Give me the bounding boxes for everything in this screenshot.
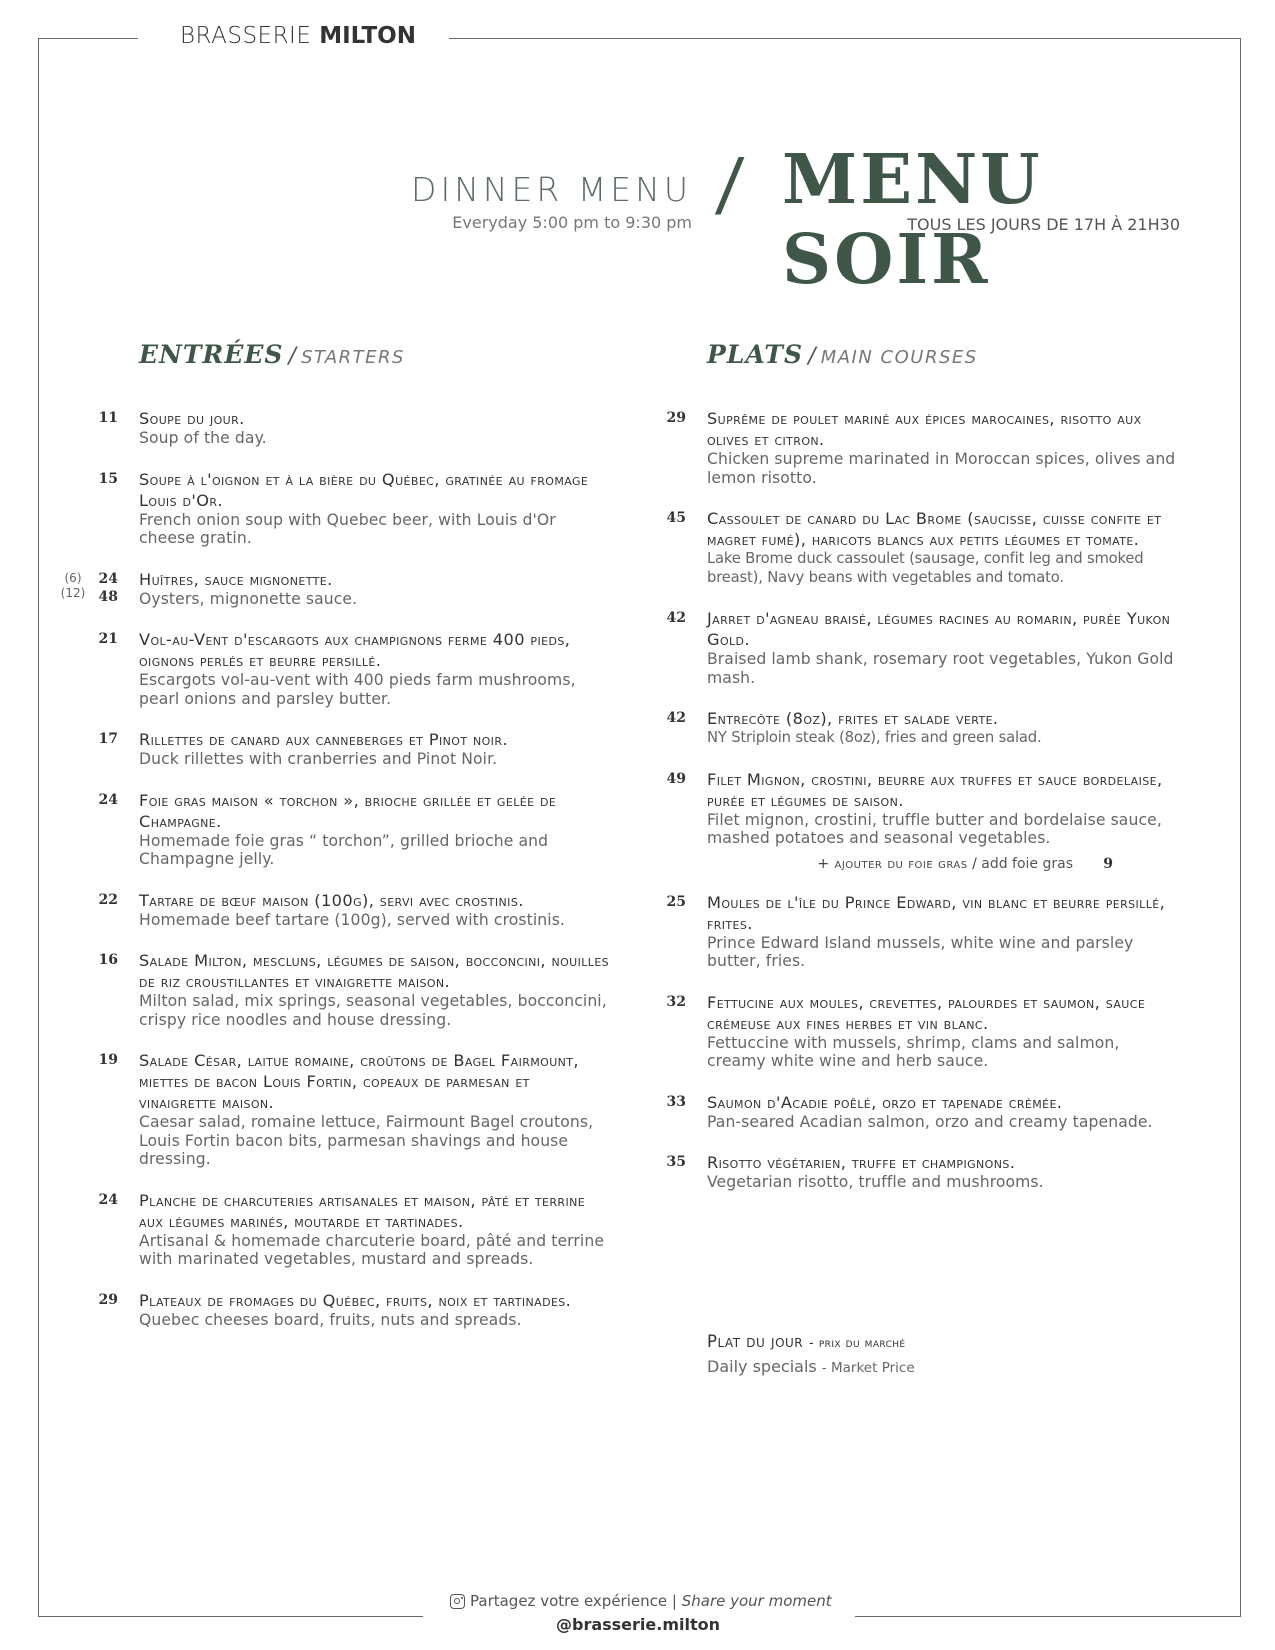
- item-price: 24: [98, 570, 118, 587]
- menu-item: [658, 608, 1183, 687]
- item-desc-en: Escargots vol-au-vent with 400 pieds farm mushrooms, pearl onions and parsley butter.: [139, 671, 576, 708]
- instagram-handle[interactable]: @brasserie.milton: [555, 1615, 720, 1634]
- item-name-fr: Salade César, laitue romaine, croûtons de Bagel Fairmount, miettes de bacon Louis Fortin, copeaux de parmesan et vinaigrette maison.: [139, 1051, 579, 1112]
- addon-sep: /: [972, 855, 977, 872]
- item-name-fr: Cassoulet de canard du Lac Brome (saucisse, cuisse confite et magret fumé), haricots blancs aux petits légumes et tomate.: [707, 509, 1162, 549]
- item-desc-en: Prince Edward Island mussels, white wine and parsley butter, fries.: [707, 933, 1134, 970]
- menu-item: [658, 708, 1183, 748]
- item-price: 42: [666, 610, 686, 626]
- frame-top-left: [38, 38, 138, 39]
- item-qty-small: (6): [64, 570, 82, 585]
- item-price: 25: [666, 893, 686, 910]
- item-price: 24: [98, 791, 118, 808]
- item-name-fr: Plateaux de fromages du Québec, fruits, noix et tartinades.: [139, 1290, 572, 1310]
- item-desc-en: Braised lamb shank, rosemary root vegetables, Yukon Gold mash.: [707, 650, 1174, 687]
- footer-share: [450, 1592, 830, 1610]
- item-desc-en: Pan-seared Acadian salmon, orzo and creamy tapenade.: [707, 1112, 1153, 1131]
- menu-item: [90, 729, 610, 769]
- brand-bold: MILTON: [319, 23, 416, 49]
- frame-top-right: [449, 38, 1241, 39]
- menu-item: [90, 469, 610, 548]
- addon-label-fr: + ajouter du foie gras: [817, 855, 968, 872]
- item-price: 16: [98, 952, 118, 968]
- item-desc-en: Artisanal & homemade charcuterie board, pâté and terrine with marinated vegetables, mustard and spreads.: [139, 1231, 605, 1268]
- entrees-heading-en: STARTERS: [301, 347, 405, 368]
- plats-heading-fr: PLATS: [707, 340, 804, 369]
- addon-foie-gras: [658, 856, 1183, 878]
- item-price: 32: [666, 993, 686, 1010]
- item-price: 22: [98, 891, 118, 908]
- addon-price: 9: [1103, 855, 1113, 872]
- menu-soir-title: MENU SOIR: [782, 140, 1043, 300]
- menu-item: [90, 890, 610, 930]
- addon-label-en: add foie gras: [981, 855, 1073, 872]
- menu-item: [90, 1290, 610, 1330]
- menu-item: [90, 1050, 610, 1169]
- daily-special-price-en: - Market Price: [821, 1360, 915, 1376]
- item-price: 42: [666, 710, 686, 726]
- plats-heading-sep: /: [808, 344, 816, 369]
- item-name-fr: Jarret d'agneau braisé, légumes racines au romarin, purée Yukon Gold.: [707, 609, 1171, 649]
- menu-item: [60, 569, 610, 609]
- item-price: 33: [666, 1093, 686, 1110]
- item-desc-en: Fettuccine with mussels, shrimp, clams and salmon, creamy white wine and herb sauce.: [707, 1033, 1120, 1070]
- item-desc-en: Soup of the day.: [139, 429, 267, 447]
- frame-bottom-right: [855, 1616, 1241, 1617]
- item-price: 49: [666, 770, 686, 787]
- daily-special-en: [707, 1355, 915, 1380]
- item-name-fr: Soupe du jour.: [139, 409, 245, 428]
- item-desc-en: NY Striploin steak (8oz), fries and green salad.: [707, 729, 1042, 746]
- item-price: 24: [98, 1191, 118, 1208]
- item-price: 29: [98, 1291, 118, 1308]
- menu-item: [90, 408, 610, 448]
- item-name-fr: Suprême de poulet mariné aux épices marocaines, risotto aux olives et citron.: [707, 409, 1142, 449]
- item-name-fr: Salade Milton, mescluns, légumes de saison, bocconcini, nouilles de riz croustillantes et vinaigrette maison.: [139, 951, 610, 991]
- item-desc-en: Quebec cheeses board, fruits, nuts and spreads.: [139, 1310, 522, 1329]
- addon-text: [817, 856, 1073, 872]
- item-price: 17: [98, 731, 118, 747]
- dinner-hours: Everyday 5:00 pm to 9:30 pm: [452, 213, 692, 232]
- item-price: 35: [666, 1154, 686, 1170]
- plats-list: [658, 408, 1183, 1192]
- item-name-fr: Entrecôte (8oz), frites et salade verte.: [707, 709, 999, 728]
- entrees-heading: [139, 340, 405, 369]
- share-text-en: Share your moment: [681, 1592, 832, 1610]
- item-desc-en: French onion soup with Quebec beer, with Louis d'Or cheese gratin.: [139, 510, 556, 547]
- menu-item: [90, 629, 610, 708]
- menu-item: [90, 950, 610, 1029]
- item-desc-en: Duck rillettes with cranberries and Pinot Noir.: [139, 750, 498, 768]
- item-desc-en: Lake Brome duck cassoulet (sausage, confit leg and smoked breast), Navy beans with vegetables and tomato.: [707, 550, 1144, 586]
- item-name-fr: Filet Mignon, crostini, beurre aux truffes et sauce bordelaise, purée et légumes de saison.: [707, 769, 1163, 810]
- frame-left: [38, 38, 39, 1616]
- menu-item: [658, 892, 1183, 971]
- item-price: 11: [98, 410, 118, 426]
- item-desc-en: Filet mignon, crostini, truffle butter and bordelaise sauce, mashed potatoes and seasonal vegetables.: [707, 810, 1162, 847]
- daily-special-label-fr: Plat du jour: [707, 1332, 804, 1351]
- daily-special-label-en: Daily specials: [707, 1357, 817, 1376]
- menu-item: [658, 769, 1183, 848]
- plats-heading-en: MAIN COURSES: [820, 347, 978, 368]
- item-name-fr: Huîtres, sauce mignonette.: [139, 569, 333, 589]
- item-name-fr: Soupe à l'oignon et à la bière du Québec, gratinée au fromage Louis d'Or.: [139, 469, 589, 510]
- item-price-large: 48: [98, 588, 118, 605]
- menu-item: [658, 1092, 1183, 1132]
- item-desc-en: Chicken supreme marinated in Moroccan spices, olives and lemon risotto.: [707, 450, 1176, 487]
- item-name-fr: Moules de l'île du Prince Edward, vin blanc et beurre persillé, frites.: [707, 892, 1166, 933]
- item-desc-en: Vegetarian risotto, truffle and mushrooms.: [707, 1173, 1044, 1191]
- entrees-list: [60, 408, 610, 1329]
- brand-logo: [180, 23, 416, 49]
- title-slash: /: [713, 143, 746, 225]
- item-price: 45: [666, 510, 686, 526]
- menu-item: [658, 992, 1183, 1071]
- item-price: 15: [98, 470, 118, 487]
- menu-item: [90, 790, 610, 869]
- menu-item: [658, 508, 1183, 587]
- item-qty-large: (12): [60, 585, 86, 600]
- item-price: 19: [98, 1052, 118, 1068]
- item-name-fr: Foie gras maison « torchon », brioche grillée et gelée de Champagne.: [139, 790, 557, 831]
- share-sep: |: [671, 1592, 677, 1610]
- brand-light: BRASSERIE: [180, 23, 312, 49]
- item-price: 21: [98, 631, 118, 647]
- item-desc-en: Milton salad, mix springs, seasonal vegetables, bocconcini, crispy rice noodles and house dressing.: [139, 992, 607, 1029]
- item-name-fr: Saumon d'Acadie poêlé, orzo et tapenade crémée.: [707, 1092, 1063, 1112]
- item-desc-en: Caesar salad, romaine lettuce, Fairmount Bagel croutons, Louis Fortin bacon bits, parmesan shavings and house dressing.: [139, 1113, 594, 1168]
- item-price: 29: [666, 410, 686, 426]
- entrees-heading-fr: ENTRÉES: [139, 340, 284, 369]
- item-name-fr: Fettucine aux moules, crevettes, palourdes et saumon, sauce crémeuse aux fines herbes et vin blanc.: [707, 992, 1146, 1033]
- item-name-fr: Planche de charcuteries artisanales et maison, pâté et terrine aux légumes marinés, moutarde et tartinades.: [139, 1190, 586, 1231]
- item-name-fr: Vol-au-Vent d'escargots aux champignons ferme 400 pieds, oignons perlés et beurre persillé.: [139, 630, 571, 670]
- item-name-fr: Risotto végétarien, truffe et champignons.: [707, 1153, 1016, 1172]
- menu-item: [658, 1152, 1183, 1192]
- daily-special-fr: [707, 1330, 915, 1355]
- daily-special: [707, 1330, 915, 1380]
- item-desc-en: Homemade beef tartare (100g), served with crostinis.: [139, 910, 565, 929]
- soir-hours: TOUS LES JOURS DE 17H À 21H30: [907, 215, 1180, 234]
- dinner-menu-title: DINNER MENU: [411, 170, 692, 209]
- item-name-fr: Tartare de bœuf maison (100g), servi avec crostinis.: [139, 890, 524, 910]
- item-name-fr: Rillettes de canard aux canneberges et Pinot noir.: [139, 730, 508, 749]
- item-desc-en: Oysters, mignonette sauce.: [139, 589, 358, 608]
- plats-heading: [707, 340, 978, 369]
- instagram-icon: [450, 1594, 465, 1609]
- daily-special-price-fr: - prix du marché: [808, 1335, 906, 1351]
- item-desc-en: Homemade foie gras “ torchon”, grilled brioche and Champagne jelly.: [139, 831, 549, 868]
- share-text-fr: Partagez votre expérience: [470, 1592, 668, 1610]
- entrees-heading-sep: /: [288, 344, 296, 369]
- menu-item: [658, 408, 1183, 487]
- menu-item: [90, 1190, 610, 1269]
- frame-bottom-left: [38, 1616, 423, 1617]
